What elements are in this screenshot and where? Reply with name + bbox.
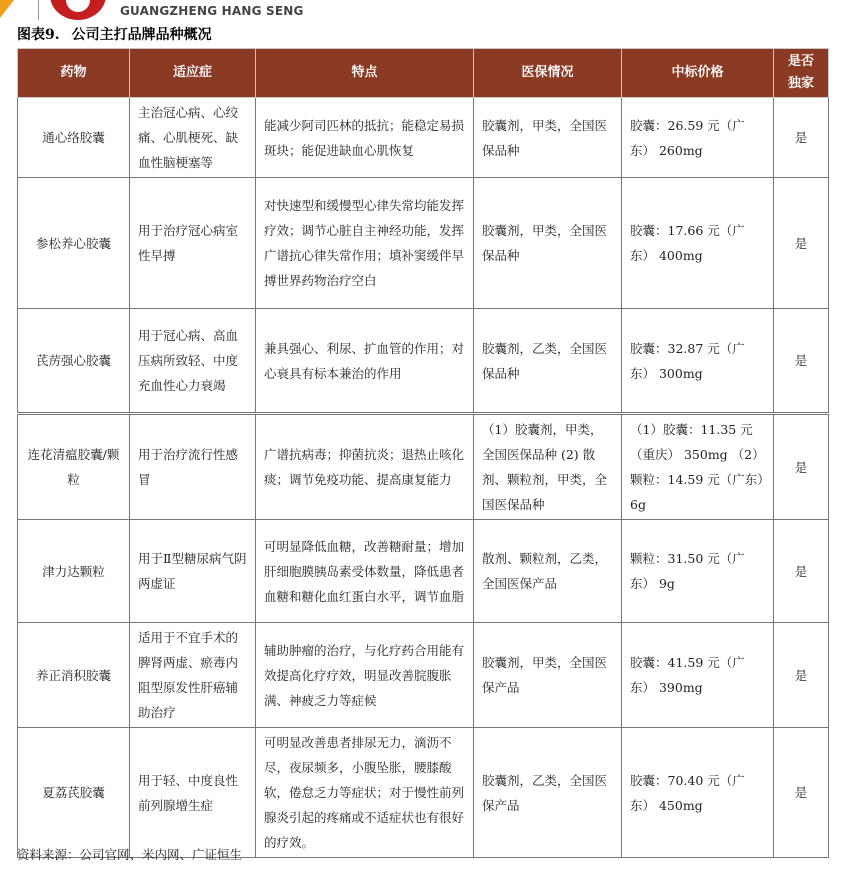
company-logo-icon — [50, 0, 106, 20]
cell-price: 胶囊：26.59 元（广东） 260mg — [622, 98, 774, 178]
table-row — [18, 520, 829, 623]
company-name-en: GUANGZHENG HANG SENG — [120, 4, 304, 18]
table-row — [18, 414, 829, 520]
cell-insurance: 胶囊剂，甲类，全国医保品种 — [474, 178, 622, 309]
col-header-feature: 特点 — [256, 49, 474, 98]
source-note: 资料来源：公司官网、米内网、广证恒生 — [17, 847, 243, 862]
cell-indication: 用于治疗冠心病室性早搏 — [130, 178, 256, 309]
cell-price: 胶囊：70.40 元（广东） 450mg — [622, 728, 774, 858]
cell-indication: 用于Ⅱ型糖尿病气阴两虚证 — [130, 520, 256, 623]
report-header — [0, 0, 851, 22]
cell-exclusive: 是 — [774, 623, 829, 728]
cell-drug: 连花清瘟胶囊/颗粒 — [18, 414, 130, 520]
cell-drug: 芪苈强心胶囊 — [18, 309, 130, 414]
cell-drug: 养正消积胶囊 — [18, 623, 130, 728]
cell-feature: 能减少阿司匹林的抵抗；能稳定易损斑块；能促进缺血心肌恢复 — [256, 98, 474, 178]
cell-exclusive: 是 — [774, 309, 829, 414]
cell-feature: 可明显改善患者排尿无力，滴沥不尽，夜尿频多，小腹坠胀，腰膝酸软，倦怠乏力等症状；对于慢性前列腺炎引起的疼痛或不适症状也有很好的疗效。 — [256, 728, 474, 858]
cell-price: （1）胶囊：11.35 元（重庆） 350mg （2）颗粒：14.59 元（广东）6g — [622, 414, 774, 520]
cell-feature: 辅助肿瘤的治疗，与化疗药合用能有效提高化疗疗效，明显改善脘腹胀满、神疲乏力等症候 — [256, 623, 474, 728]
table-row — [18, 309, 829, 414]
cell-indication: 用于冠心病、高血压病所致轻、中度充血性心力衰竭 — [130, 309, 256, 414]
col-header-insurance: 医保情况 — [474, 49, 622, 98]
cell-exclusive: 是 — [774, 98, 829, 178]
figure-caption: 公司主打品牌品种概况 — [71, 27, 212, 43]
figure-number: 图表9. — [17, 27, 60, 43]
col-header-indication: 适应症 — [130, 49, 256, 98]
cell-insurance: 散剂、颗粒剂，乙类，全国医保产品 — [474, 520, 622, 623]
cell-exclusive: 是 — [774, 414, 829, 520]
cell-feature: 广谱抗病毒；抑菌抗炎；退热止咳化痰；调节免疫功能、提高康复能力 — [256, 414, 474, 520]
product-table-container — [17, 48, 828, 858]
cell-drug: 通心络胶囊 — [18, 98, 130, 178]
cell-indication: 适用于不宜手术的脾肾两虚、瘀毒内阻型原发性肝癌辅助治疗 — [130, 623, 256, 728]
cell-price: 胶囊：17.66 元（广东） 400mg — [622, 178, 774, 309]
cell-indication: 用于治疗流行性感冒 — [130, 414, 256, 520]
cell-exclusive: 是 — [774, 520, 829, 623]
table-row — [18, 728, 829, 858]
cell-drug: 参松养心胶囊 — [18, 178, 130, 309]
table-row — [18, 178, 829, 309]
cell-indication: 主治冠心病、心绞痛、心肌梗死、缺血性脑梗塞等 — [130, 98, 256, 178]
table-header-row — [18, 49, 829, 98]
brand-triangle-icon — [0, 0, 14, 18]
col-header-exclusive: 是否 独家 — [774, 49, 829, 98]
cell-insurance: 胶囊剂，甲类，全国医保产品 — [474, 623, 622, 728]
cell-exclusive: 是 — [774, 178, 829, 309]
cell-exclusive: 是 — [774, 728, 829, 858]
cell-feature: 对快速型和缓慢型心律失常均能发挥疗效；调节心脏自主神经功能，发挥广谱抗心律失常作用；填补窦缓伴早搏世界药物治疗空白 — [256, 178, 474, 309]
cell-insurance: （1）胶囊剂，甲类，全国医保品种 (2) 散剂、颗粒剂，甲类，全国医保品种 — [474, 414, 622, 520]
table-row — [18, 623, 829, 728]
product-table — [17, 48, 829, 858]
cell-insurance: 胶囊剂，乙类，全国医保产品 — [474, 728, 622, 858]
table-row — [18, 98, 829, 178]
cell-price: 胶囊：41.59 元（广东） 390mg — [622, 623, 774, 728]
cell-drug: 津力达颗粒 — [18, 520, 130, 623]
cell-insurance: 胶囊剂，乙类，全国医保品种 — [474, 309, 622, 414]
col-header-price: 中标价格 — [622, 49, 774, 98]
header-divider — [38, 0, 39, 20]
cell-feature: 可明显降低血糖，改善糖耐量；增加肝细胞膜胰岛素受体数量，降低患者血糖和糖化血红蛋白水平，调节血脂 — [256, 520, 474, 623]
cell-price: 胶囊：32.87 元（广东） 300mg — [622, 309, 774, 414]
cell-drug: 夏荔芪胶囊 — [18, 728, 130, 858]
col-header-drug: 药物 — [18, 49, 130, 98]
cell-price: 颗粒：31.50 元（广东） 9g — [622, 520, 774, 623]
cell-insurance: 胶囊剂，甲类，全国医保品种 — [474, 98, 622, 178]
figure-title — [17, 24, 212, 44]
cell-indication: 用于轻、中度良性前列腺增生症 — [130, 728, 256, 858]
cell-feature: 兼具强心、利尿、扩血管的作用；对心衰具有标本兼治的作用 — [256, 309, 474, 414]
